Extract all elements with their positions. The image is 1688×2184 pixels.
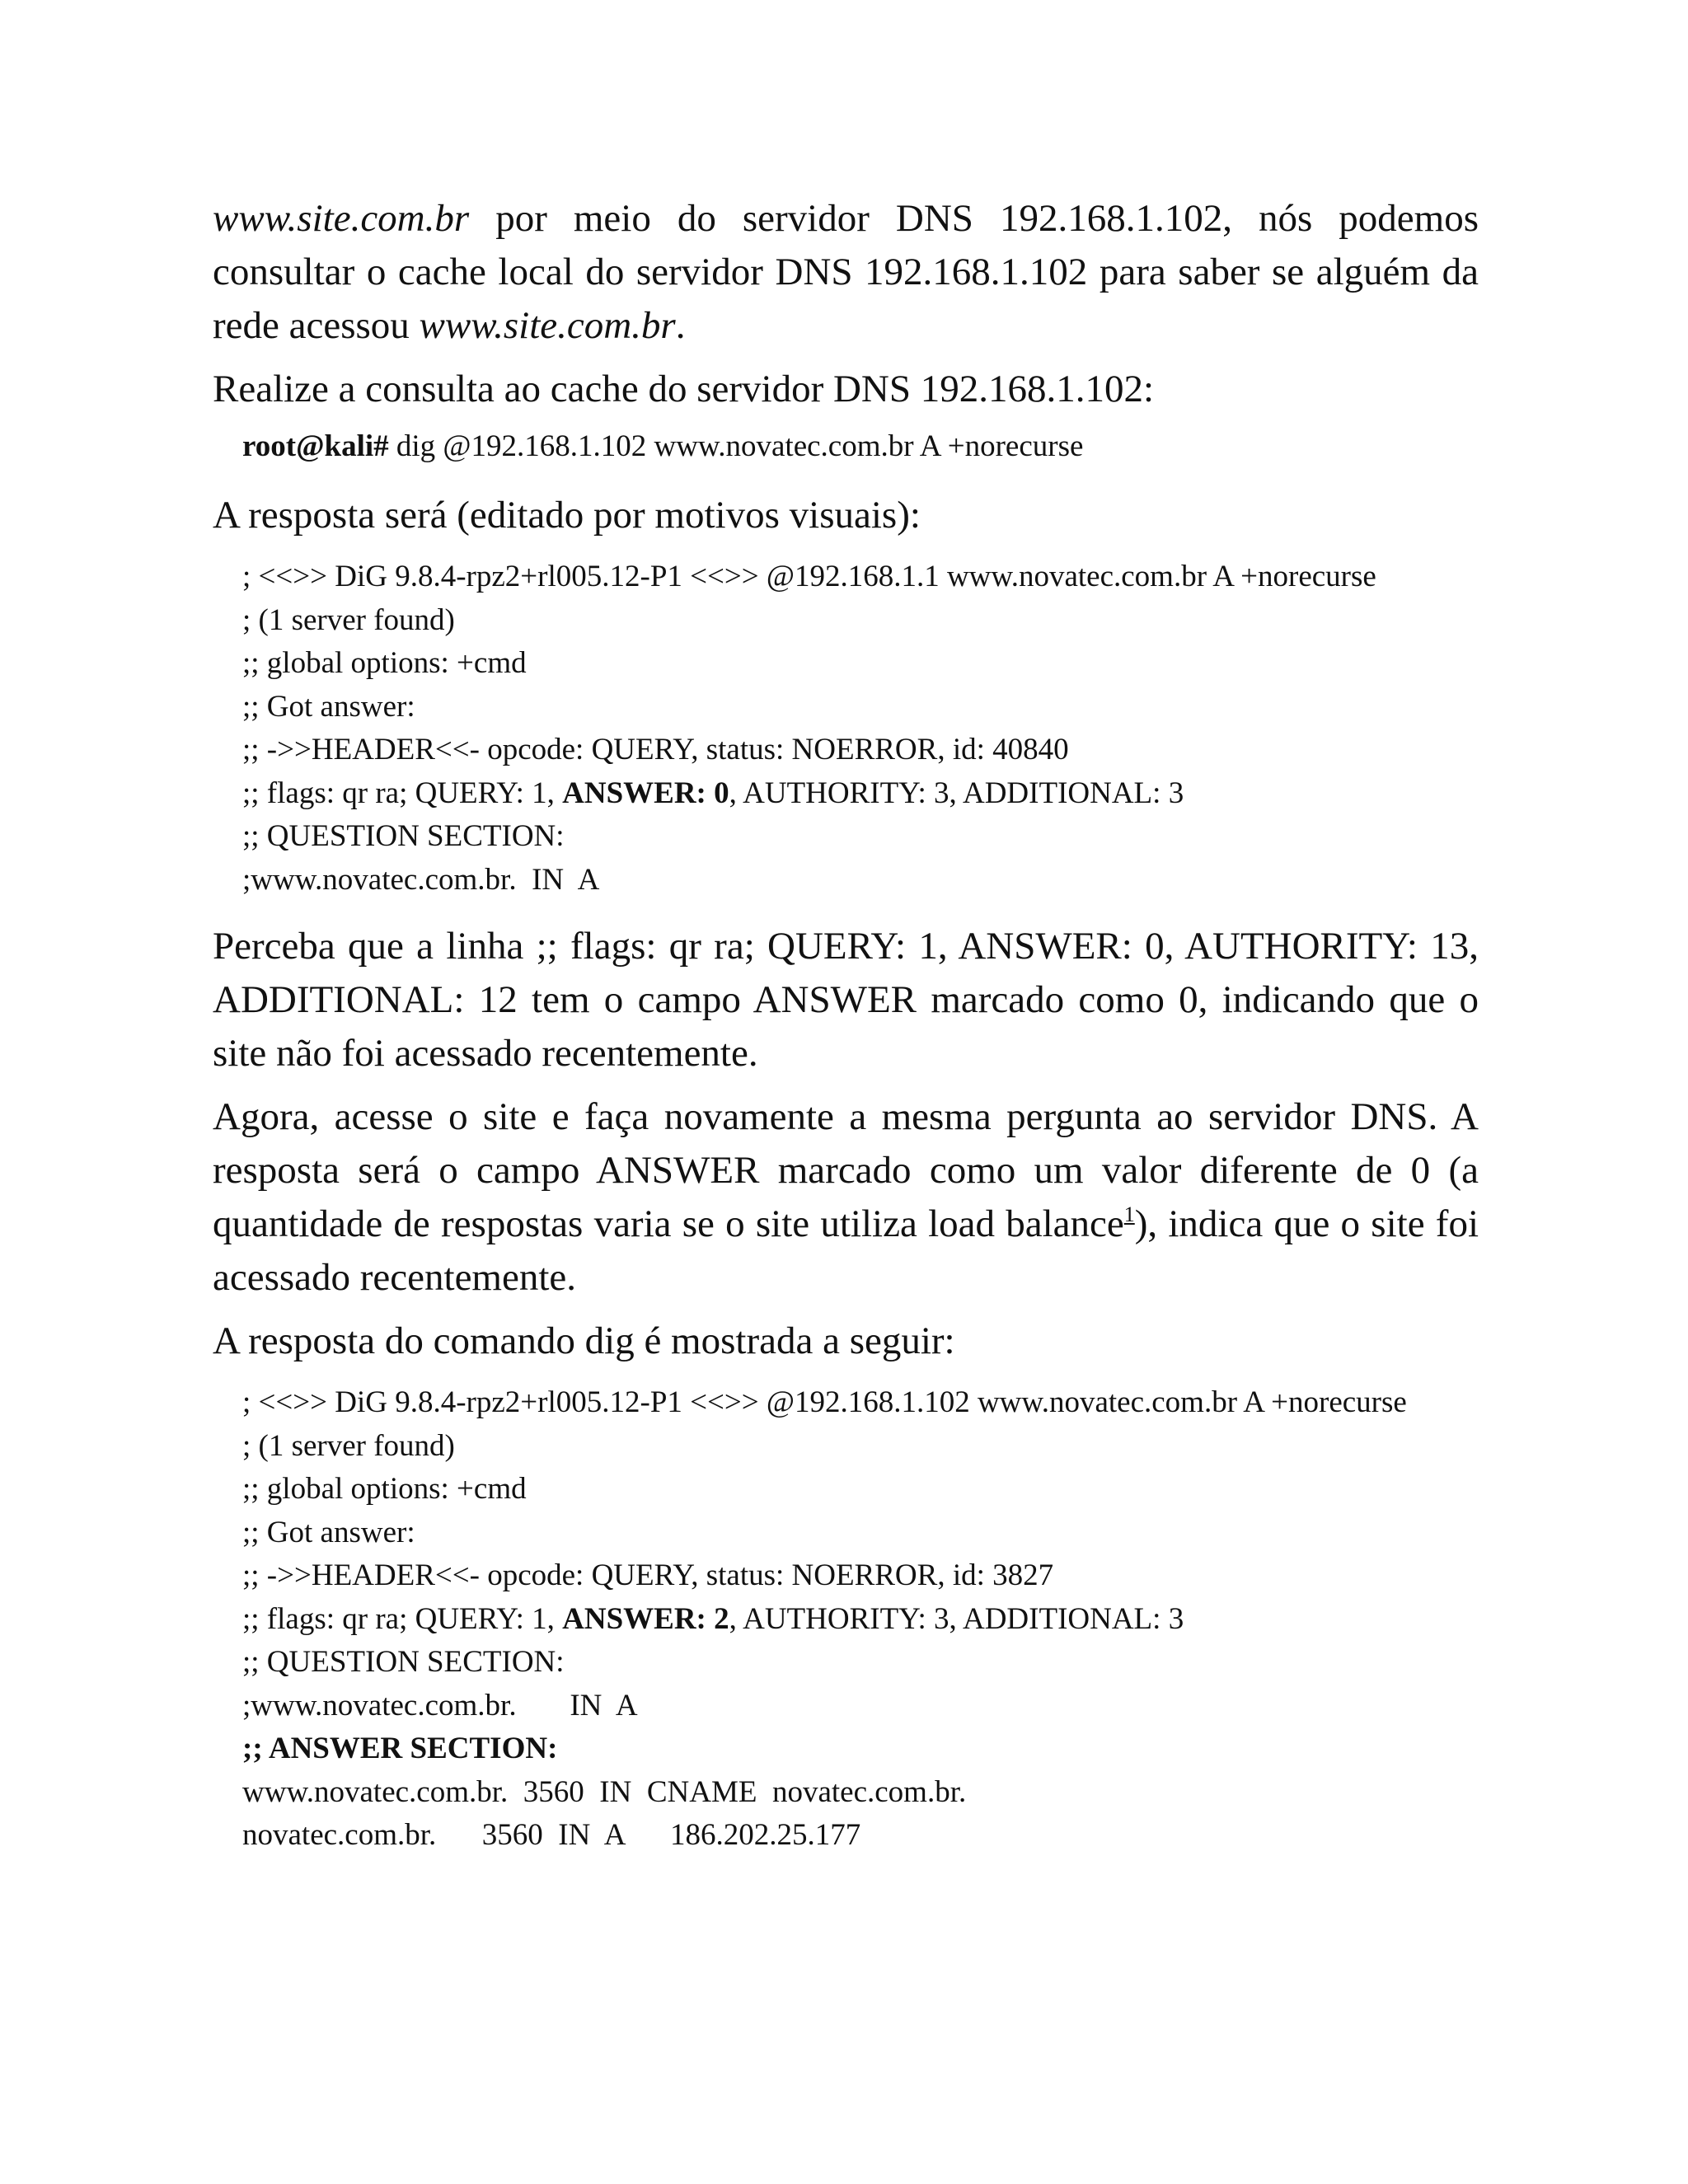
agora-text: Agora, acesse o site e faça novamente a mesma pergunta ao servidor DNS. A resposta será o campo ANSWER marcado como um valor diferente de 0 (a quantidade de respostas varia se o site utiliza load balance bbox=[213, 1095, 1479, 1245]
realize-paragraph: Realize a consulta ao cache do servidor DNS 192.168.1.102: bbox=[213, 368, 1155, 410]
output-line: ;; global options: +cmd bbox=[242, 646, 527, 680]
flags-text: ;; flags: qr ra; QUERY: 1, bbox=[242, 776, 563, 810]
document-page bbox=[213, 192, 1479, 1876]
output-line: ;; global options: +cmd bbox=[242, 1472, 527, 1506]
intro-paragraph bbox=[213, 192, 1479, 353]
site-link-text: www.site.com.br bbox=[213, 197, 470, 240]
output-line: ;www.novatec.com.br. IN A bbox=[242, 862, 600, 897]
command-text: dig @192.168.1.102 www.novatec.com.br A +norecurse bbox=[388, 429, 1084, 463]
resposta-paragraph-1: A resposta será (editado por motivos visuais): bbox=[213, 494, 921, 537]
output-line: ; <<>> DiG 9.8.4-rpz2+rl005.12-P1 <<>> @192.168.1.1 www.novatec.com.br A +norecurse bbox=[242, 560, 1376, 593]
flags-text: ;; flags: qr ra; QUERY: 1, bbox=[242, 1601, 563, 1636]
site-link-text: www.site.com.br bbox=[419, 304, 676, 347]
output-line: ;; ->>HEADER<<- opcode: QUERY, status: NOERROR, id: 3827 bbox=[242, 1558, 1054, 1592]
agora-paragraph bbox=[213, 1090, 1479, 1305]
output-line: ;; QUESTION SECTION: bbox=[242, 819, 565, 853]
output-line: ; <<>> DiG 9.8.4-rpz2+rl005.12-P1 <<>> @192.168.1.102 www.novatec.com.br A +norecurse bbox=[242, 1385, 1407, 1419]
output-line: ;www.novatec.com.br. IN A bbox=[242, 1688, 638, 1722]
output-flags-line bbox=[242, 1598, 1479, 1642]
answer-count: ANSWER: 0 bbox=[562, 776, 729, 810]
flags-rest: , AUTHORITY: 3, ADDITIONAL: 3 bbox=[729, 1601, 1184, 1636]
command-line bbox=[242, 426, 1479, 467]
output-line: ;; QUESTION SECTION: bbox=[242, 1645, 565, 1679]
footnote-marker[interactable]: 1 bbox=[1123, 1202, 1135, 1226]
perceba-paragraph: Perceba que a linha ;; flags: qr ra; QUERY: 1, ANSWER: 0, AUTHORITY: 13, ADDITIONAL: 12 tem o campo ANSWER marcado como 0, indicando que o site não foi acessado recentemente. bbox=[213, 925, 1479, 1075]
output-line: ;; Got answer: bbox=[242, 1515, 415, 1549]
agora-text-end: ), indica que o site foi acessado recentemente. bbox=[213, 1202, 1479, 1299]
flags-rest: , AUTHORITY: 3, ADDITIONAL: 3 bbox=[729, 776, 1184, 810]
output-flags-line bbox=[242, 772, 1479, 816]
dig-output-1 bbox=[242, 555, 1479, 902]
answer-record: novatec.com.br. 3560 IN A 186.202.25.177 bbox=[242, 1818, 861, 1852]
intro-end: . bbox=[675, 304, 686, 347]
output-line: ;; Got answer: bbox=[242, 689, 415, 724]
output-line: ;; ->>HEADER<<- opcode: QUERY, status: NOERROR, id: 40840 bbox=[242, 733, 1069, 766]
dig-output-2 bbox=[242, 1381, 1479, 1858]
answer-section-heading: ;; ANSWER SECTION: bbox=[242, 1732, 558, 1765]
shell-prompt: root@kali# bbox=[242, 429, 389, 463]
intro-text: por meio do servidor DNS 192.168.1.102, nós podemos consultar o cache local do servidor DNS 192.168.1.102 para saber se alguém da rede acessou bbox=[213, 197, 1479, 347]
resposta-paragraph-2: A resposta do comando dig é mostrada a seguir: bbox=[213, 1319, 955, 1362]
answer-record: www.novatec.com.br. 3560 IN CNAME novatec.com.br. bbox=[242, 1774, 967, 1809]
output-line: ; (1 server found) bbox=[242, 602, 455, 637]
answer-count: ANSWER: 2 bbox=[562, 1601, 729, 1636]
output-line: ; (1 server found) bbox=[242, 1428, 455, 1463]
